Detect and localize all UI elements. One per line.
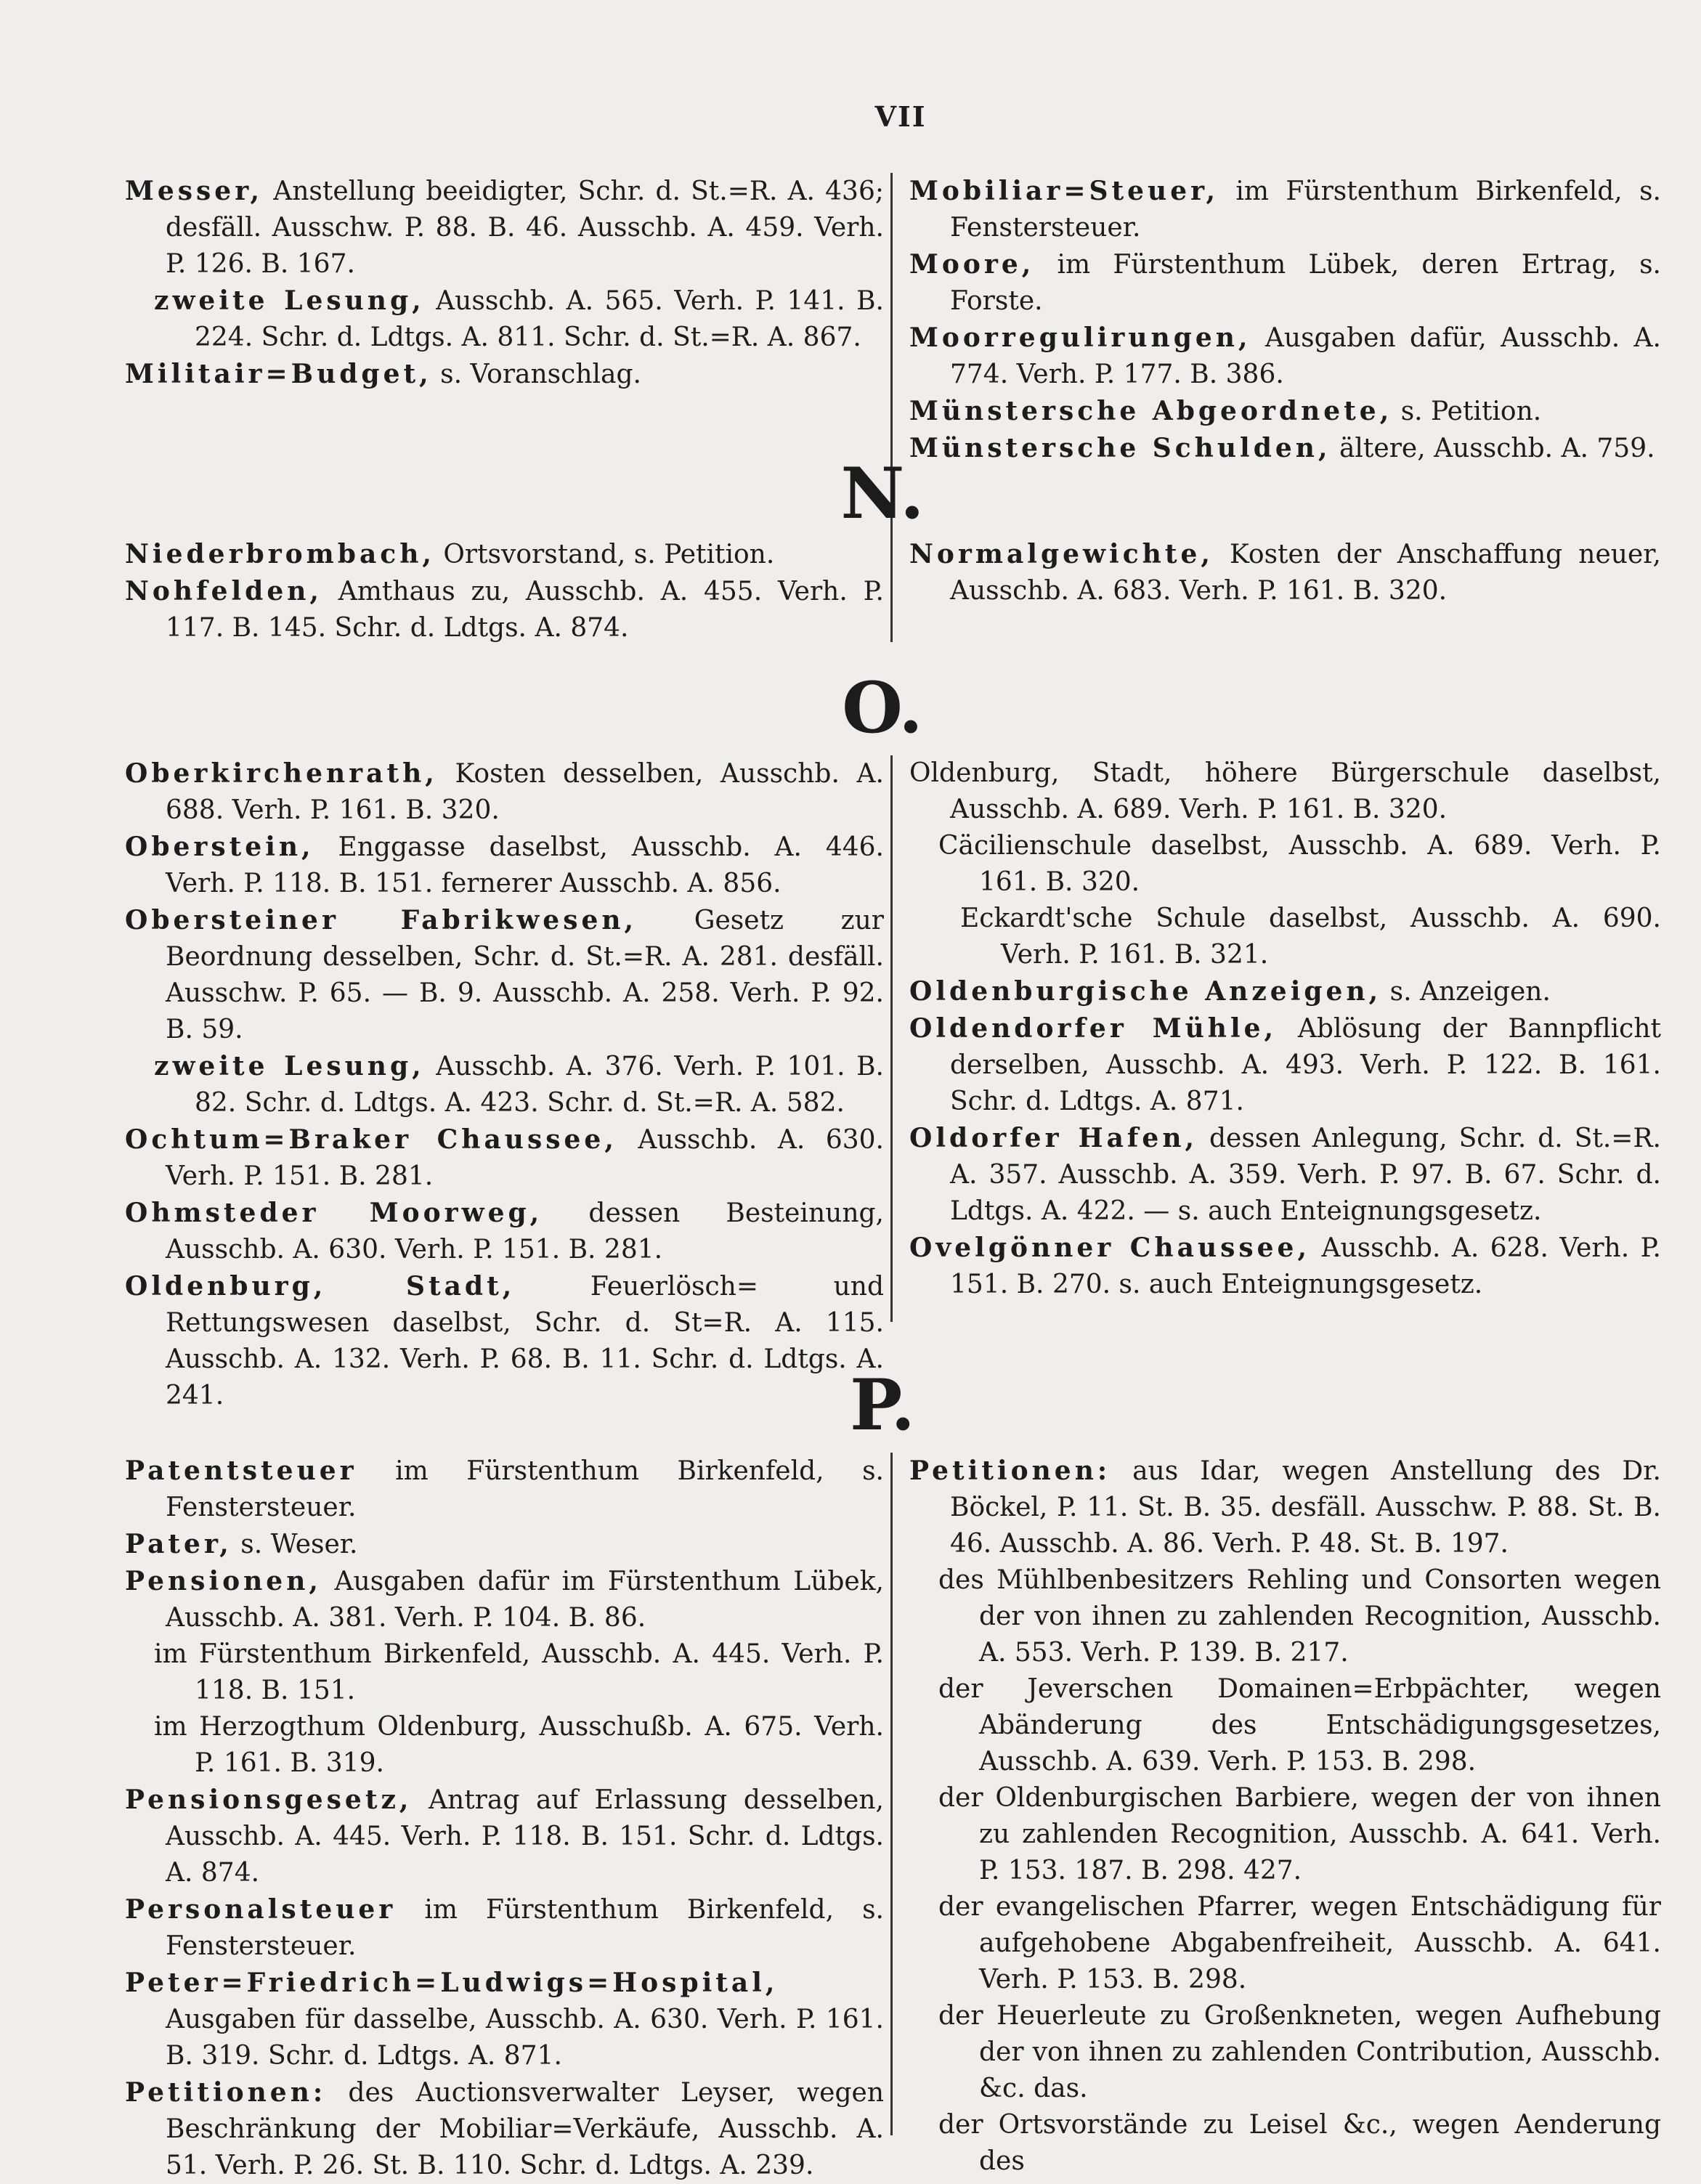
entry-text: Ausschb. A. 628. Verh. P. 151. B. 270. s. auch Enteignungsgesetz. bbox=[950, 1233, 1661, 1299]
entry-keyword: Petitionen: bbox=[909, 1456, 1111, 1486]
entry-keyword: Ovelgönner Chaussee, bbox=[909, 1233, 1310, 1263]
entry-keyword: Oberstein, bbox=[125, 832, 314, 862]
entry-text: s. Weser. bbox=[232, 1530, 358, 1559]
entry-keyword: Pensionen, bbox=[125, 1566, 322, 1596]
entry-text: Kosten desselben, Ausschb. A. 688. Verh. P. 161. B. 320. bbox=[166, 759, 884, 825]
letter-heading-n: N. bbox=[840, 452, 925, 535]
index-entry bbox=[125, 1121, 884, 1195]
index-entry bbox=[909, 1453, 1661, 1562]
entry-text: Ausgaben für dasselbe, Ausschb. A. 630. Verh. P. 161. B. 319. Schr. d. Ldtgs. A. 871. bbox=[166, 2005, 884, 2071]
column-divider bbox=[890, 755, 893, 1322]
index-entry bbox=[125, 1782, 884, 1891]
index-entry bbox=[909, 828, 1661, 901]
index-entry bbox=[909, 755, 1661, 828]
entry-text: aus Idar, wegen Anstellung des Dr. Böckel, P. 11. St. B. 35. desfäll. Ausschw. P. 88. St. B. 46. Ausschb. A. 86. Verh. P. 48. St. B. 197. bbox=[950, 1456, 1661, 1559]
index-entry bbox=[125, 573, 884, 646]
entry-keyword: zweite Lesung, bbox=[154, 285, 425, 316]
entry-text: Ortsvorstand, s. Petition. bbox=[434, 540, 775, 569]
entry-list bbox=[125, 173, 884, 393]
index-entry bbox=[125, 536, 884, 573]
entry-text: Gesetz zur Beordnung desselben, Schr. d. St.=R. A. 281. desfäll. Ausschw. P. 65. — B. 9. Ausschb. A. 258. Verh. P. 92. B. 59. bbox=[166, 906, 884, 1044]
index-entry bbox=[125, 1526, 884, 1563]
entry-text: s. Anzeigen. bbox=[1381, 977, 1551, 1007]
index-entry bbox=[909, 1562, 1661, 1671]
entry-keyword: Münstersche Abgeordnete, bbox=[909, 396, 1393, 426]
entry-keyword: Oberkirchenrath, bbox=[125, 758, 438, 789]
entry-keyword: Militair=Budget, bbox=[125, 359, 432, 389]
entry-keyword: Messer, bbox=[125, 176, 264, 206]
entry-text: Amthaus zu, Ausschb. A. 455. Verh. P. 117. B. 145. Schr. d. Ldtgs. A. 874. bbox=[166, 577, 884, 643]
entry-keyword: Moorregulirungen, bbox=[909, 322, 1251, 353]
entry-text: Ausschb. A. 376. Verh. P. 101. B. 82. Schr. d. Ldtgs. A. 423. Schr. d. St.=R. A. 582. bbox=[195, 1052, 884, 1118]
entry-text: des Auctionsverwalter Leyser, wegen Beschränkung der Mobiliar=Verkäufe, Ausschb. A. 51. Verh. P. 26. St. B. 110. Schr. d. Ldtgs. A. 239. bbox=[166, 2078, 884, 2180]
index-entry bbox=[909, 1671, 1661, 1780]
entry-keyword: Pensionsgesetz, bbox=[125, 1785, 413, 1815]
entry-keyword: Oldenburgische Anzeigen, bbox=[909, 976, 1382, 1007]
entry-keyword: Patentsteuer bbox=[125, 1456, 357, 1486]
entry-list bbox=[125, 536, 884, 646]
entry-text: Ausgaben dafür, Ausschb. A. 774. Verh. P. 177. B. 386. bbox=[950, 323, 1661, 389]
entry-text: der Heuerleute zu Großenkneten, wegen Aufhebung der von ihnen zu zahlenden Contribution, Ausschb. &c. das. bbox=[938, 2001, 1661, 2103]
index-entry bbox=[125, 1453, 884, 1526]
entry-text: Ausgaben dafür im Fürstenthum Lübek, Ausschb. A. 381. Verh. P. 104. B. 86. bbox=[166, 1567, 884, 1633]
index-entry bbox=[125, 902, 884, 1048]
index-entry bbox=[125, 1195, 884, 1268]
entry-text: im Fürstenthum Lübek, deren Ertrag, s. Forste. bbox=[950, 250, 1661, 316]
entry-keyword: Münstersche Schulden, bbox=[909, 433, 1331, 463]
entry-keyword: Oldenburg, Stadt, bbox=[125, 1271, 516, 1302]
entry-text: Ausschb. A. 565. Verh. P. 141. B. 224. Schr. d. Ldtgs. A. 811. Schr. d. St.=R. A. 867. bbox=[195, 286, 884, 352]
index-entry bbox=[909, 973, 1661, 1010]
letter-heading-o: O. bbox=[842, 667, 923, 749]
entry-text: dessen Besteinung, Ausschb. A. 630. Verh. P. 151. B. 281. bbox=[166, 1198, 884, 1264]
index-entry bbox=[909, 1889, 1661, 1998]
index-entry bbox=[125, 283, 884, 356]
index-entry bbox=[125, 1891, 884, 1965]
index-entry bbox=[909, 1120, 1661, 1230]
letter-heading-p: P. bbox=[850, 1364, 915, 1446]
column-divider bbox=[890, 1453, 893, 2135]
entry-keyword: Personalsteuer bbox=[125, 1894, 397, 1925]
column-divider bbox=[890, 173, 893, 642]
index-entry bbox=[125, 755, 884, 829]
entry-keyword: Normalgewichte, bbox=[909, 539, 1214, 569]
entry-keyword: Oldorfer Hafen, bbox=[909, 1123, 1198, 1153]
entry-list bbox=[909, 1453, 1661, 2180]
entry-text: im Fürstenthum Birkenfeld, Ausschb. A. 445. Verh. P. 118. B. 151. bbox=[154, 1639, 884, 1705]
entry-text: s. Petition. bbox=[1392, 397, 1542, 426]
entry-text: Cäcilienschule daselbst, Ausschb. A. 689. Verh. P. 161. B. 320. bbox=[938, 831, 1661, 897]
page-number: VII bbox=[874, 100, 927, 133]
index-entry bbox=[909, 430, 1661, 467]
entry-text: Enggasse daselbst, Ausschb. A. 446. Verh. P. 118. B. 151. fernerer Ausschb. A. 856. bbox=[166, 832, 884, 898]
entry-text: der evangelischen Pfarrer, wegen Entschädigung für aufgehobene Abgabenfreiheit, Ausschb. A. 641. Verh. P. 153. B. 298. bbox=[938, 1892, 1661, 1994]
index-entry bbox=[909, 536, 1661, 609]
entry-list bbox=[909, 536, 1661, 609]
entry-keyword: Oldendorfer Mühle, bbox=[909, 1013, 1278, 1044]
index-entry bbox=[909, 393, 1661, 430]
index-entry bbox=[125, 1268, 884, 1414]
index-entry bbox=[909, 1230, 1661, 1303]
entry-text: Oldenburg, Stadt, höhere Bürgerschule daselbst, Ausschb. A. 689. Verh. P. 161. B. 320. bbox=[909, 758, 1661, 824]
entry-text: Ausschb. A. 630. Verh. P. 151. B. 281. bbox=[166, 1125, 884, 1191]
entry-keyword: Nohfelden, bbox=[125, 576, 322, 606]
entry-keyword: Petitionen: bbox=[125, 2077, 327, 2108]
index-entry bbox=[125, 1563, 884, 1636]
entry-keyword: Obersteiner Fabrikwesen, bbox=[125, 905, 638, 935]
index-entry bbox=[125, 1048, 884, 1121]
index-entry bbox=[909, 1010, 1661, 1120]
index-entry bbox=[125, 1636, 884, 1709]
entry-text: im Fürstenthum Birkenfeld, s. Fenstersteuer. bbox=[166, 1895, 884, 1961]
entry-text: Anstellung beeidigter, Schr. d. St.=R. A. 436; desfäll. Ausschw. P. 88. B. 46. Ausschb. A. 459. Verh. P. 126. B. 167. bbox=[166, 176, 884, 279]
entry-list bbox=[125, 1453, 884, 2184]
entry-text: der Ortsvorstände zu Leisel &c., wegen Aenderung des bbox=[938, 2110, 1661, 2176]
entry-text: Kosten der Anschaffung neuer, Ausschb. A. 683. Verh. P. 161. B. 320. bbox=[950, 540, 1661, 606]
entry-keyword: Niederbrombach, bbox=[125, 539, 435, 569]
entry-keyword: Pater, bbox=[125, 1529, 232, 1559]
entry-list bbox=[909, 755, 1661, 1303]
index-entry bbox=[125, 356, 884, 393]
index-entry bbox=[909, 173, 1661, 246]
entry-text: ältere, Ausschb. A. 759. bbox=[1331, 434, 1655, 463]
entry-keyword: Ohmsteder Moorweg, bbox=[125, 1198, 543, 1228]
entry-text: Eckardt'sche Schule daselbst, Ausschb. A. 690. Verh. P. 161. B. 321. bbox=[960, 904, 1661, 970]
index-entry bbox=[125, 2074, 884, 2184]
entry-keyword: Ochtum=Braker Chaussee, bbox=[125, 1124, 617, 1155]
entry-keyword: Moore, bbox=[909, 249, 1035, 280]
entry-text: im Herzogthum Oldenburg, Ausschußb. A. 675. Verh. P. 161. B. 319. bbox=[154, 1712, 884, 1778]
index-entry bbox=[125, 1965, 884, 2074]
index-entry bbox=[125, 829, 884, 902]
index-entry bbox=[909, 1998, 1661, 2107]
entry-text: s. Voranschlag. bbox=[431, 360, 641, 389]
index-entry bbox=[909, 320, 1661, 393]
entry-keyword: zweite Lesung, bbox=[154, 1051, 425, 1081]
entry-list bbox=[125, 755, 884, 1414]
index-entry bbox=[909, 901, 1661, 973]
index-entry bbox=[909, 2107, 1661, 2180]
index-entry bbox=[909, 246, 1661, 320]
entry-text: im Fürstenthum Birkenfeld, s. Fenstersteuer. bbox=[950, 176, 1661, 243]
entry-text: der Jeverschen Domainen=Erbpächter, wegen Abänderung des Entschädigungsgesetzes, Ausschb. A. 639. Verh. P. 153. B. 298. bbox=[938, 1674, 1661, 1777]
index-entry bbox=[125, 173, 884, 283]
entry-text: Feuerlösch= und Rettungswesen daselbst, Schr. d. St=R. A. 115. Ausschb. A. 132. Verh. P. 68. B. 11. Schr. d. Ldtgs. A. 241. bbox=[166, 1272, 884, 1410]
entry-text: im Fürstenthum Birkenfeld, s. Fenstersteuer. bbox=[166, 1456, 884, 1522]
entry-text: des Mühlbenbesitzers Rehling und Consorten wegen der von ihnen zu zahlenden Recognition, Ausschb. A. 553. Verh. P. 139. B. 217. bbox=[938, 1565, 1661, 1668]
entry-keyword: Peter=Friedrich=Ludwigs=Hospital, bbox=[125, 1968, 779, 1998]
entry-text: Ablösung der Bannpflicht derselben, Ausschb. A. 493. Verh. P. 122. B. 161. Schr. d. Ldtgs. A. 871. bbox=[950, 1014, 1661, 1116]
entry-list bbox=[909, 173, 1661, 467]
index-entry bbox=[125, 1709, 884, 1782]
entry-keyword: Mobiliar=Steuer, bbox=[909, 176, 1219, 206]
entry-text: Antrag auf Erlassung desselben, Ausschb. A. 445. Verh. P. 118. B. 151. Schr. d. Ldtgs. A. 874. bbox=[166, 1785, 884, 1888]
index-entry bbox=[909, 1780, 1661, 1889]
entry-text: dessen Anlegung, Schr. d. St.=R. A. 357. Ausschb. A. 359. Verh. P. 97. B. 67. Schr. d. Ldtgs. A. 422. — s. auch Enteignungsgesetz. bbox=[950, 1124, 1661, 1226]
entry-text: der Oldenburgischen Barbiere, wegen der von ihnen zu zahlenden Recognition, Ausschb. A. 641. Verh. P. 153. 187. B. 298. 427. bbox=[938, 1783, 1661, 1885]
